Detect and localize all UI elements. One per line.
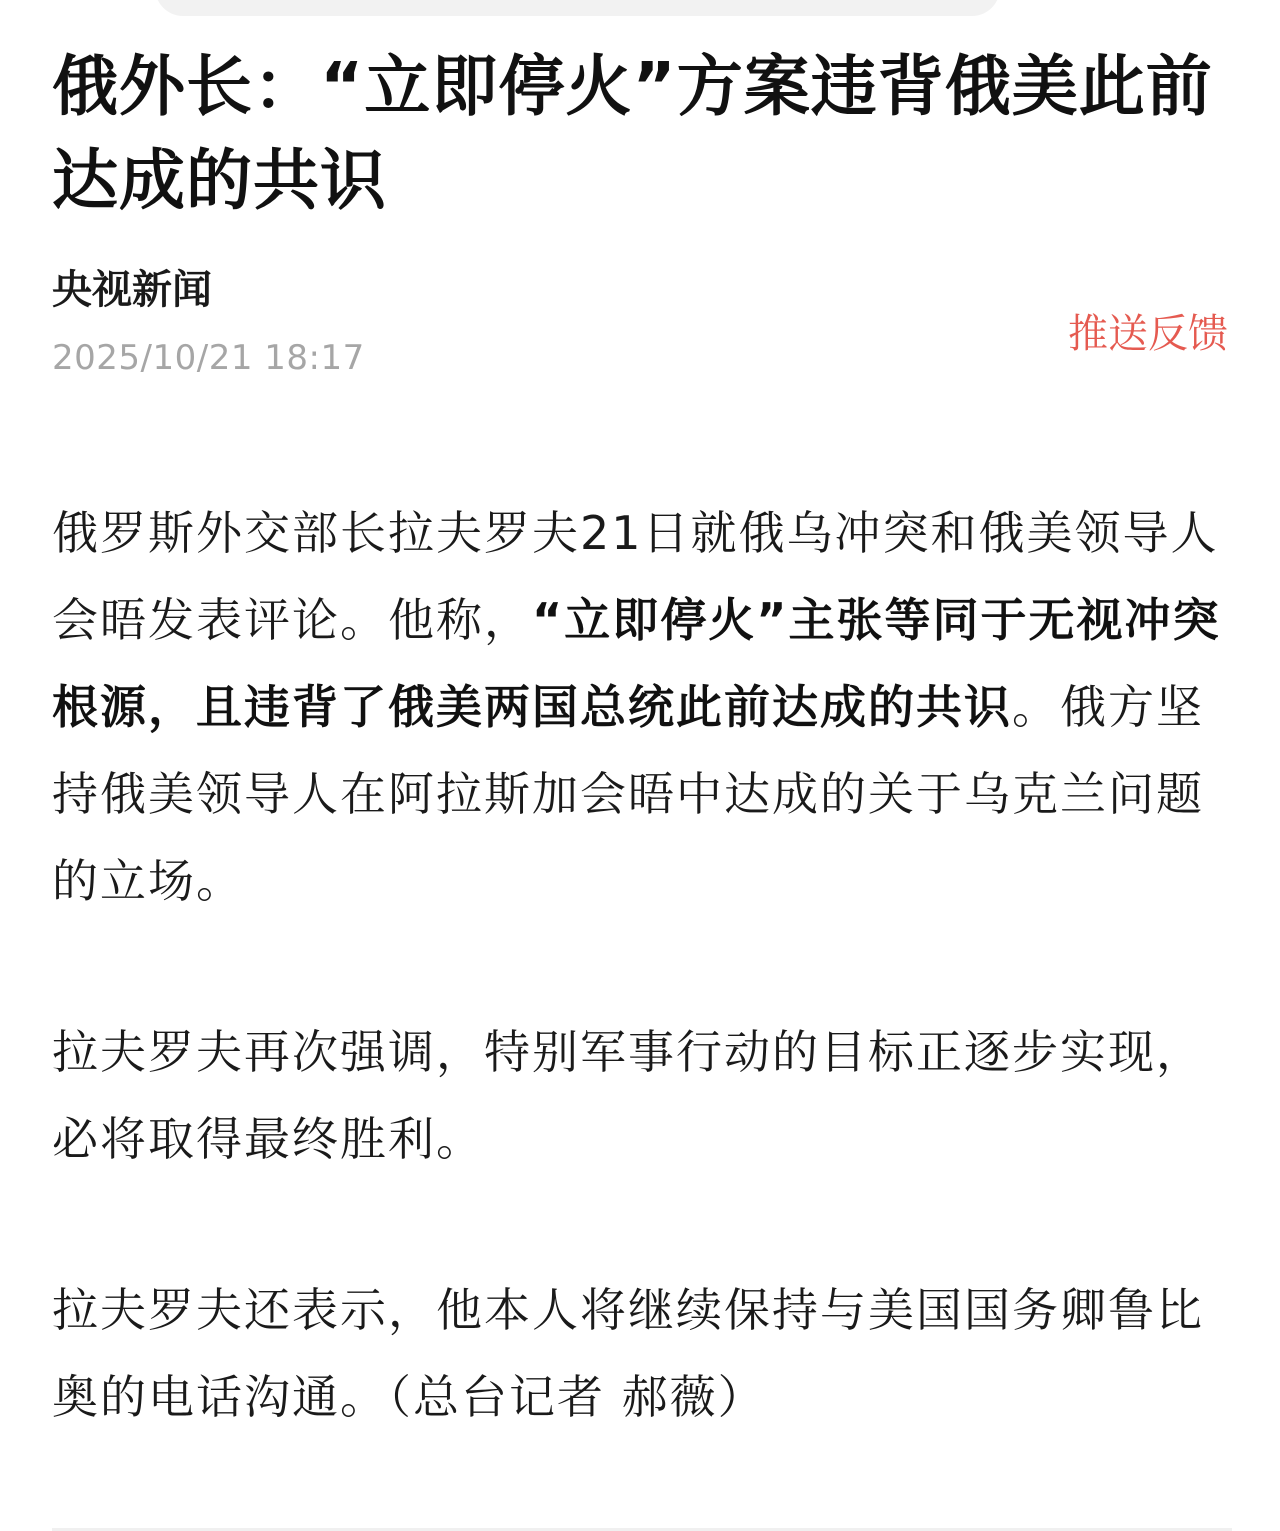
paragraph-1-prefix: 俄罗斯外交部长拉夫罗夫21日就俄乌冲突和俄美领导人会晤发表评论。他称， — [52, 506, 1219, 647]
paragraph-3: 拉夫罗夫还表示，他本人将继续保持与美国国务卿鲁比奥的电话沟通。（总台记者 郝薇） — [52, 1283, 1204, 1424]
article-headline: 俄外长：“立即停火”方案违背俄美此前达成的共识 — [52, 48, 1213, 219]
paragraph-1 — [52, 490, 1232, 925]
paragraph-1-bold: “立即停火”主张等同于无视冲突根源，且违背了俄美两国总统此前达成的共识 — [52, 593, 1221, 734]
paragraph-1-suffix: 。俄方坚持俄美领导人在阿拉斯加会晤中达成的关于乌克兰问题的立场。 — [52, 680, 1204, 908]
article-meta — [52, 311, 1232, 390]
publish-timestamp: 2025/10/21 18:17 — [52, 338, 365, 378]
push-feedback-link[interactable]: 推送反馈 — [1068, 311, 1228, 357]
search-bar-remnant — [155, 0, 1000, 16]
article-source: 央视新闻 — [52, 267, 212, 313]
article-body — [52, 490, 1232, 1441]
article — [52, 40, 1232, 1525]
paragraph-2: 拉夫罗夫再次强调，特别军事行动的目标正逐步实现，必将取得最终胜利。 — [52, 1025, 1204, 1166]
